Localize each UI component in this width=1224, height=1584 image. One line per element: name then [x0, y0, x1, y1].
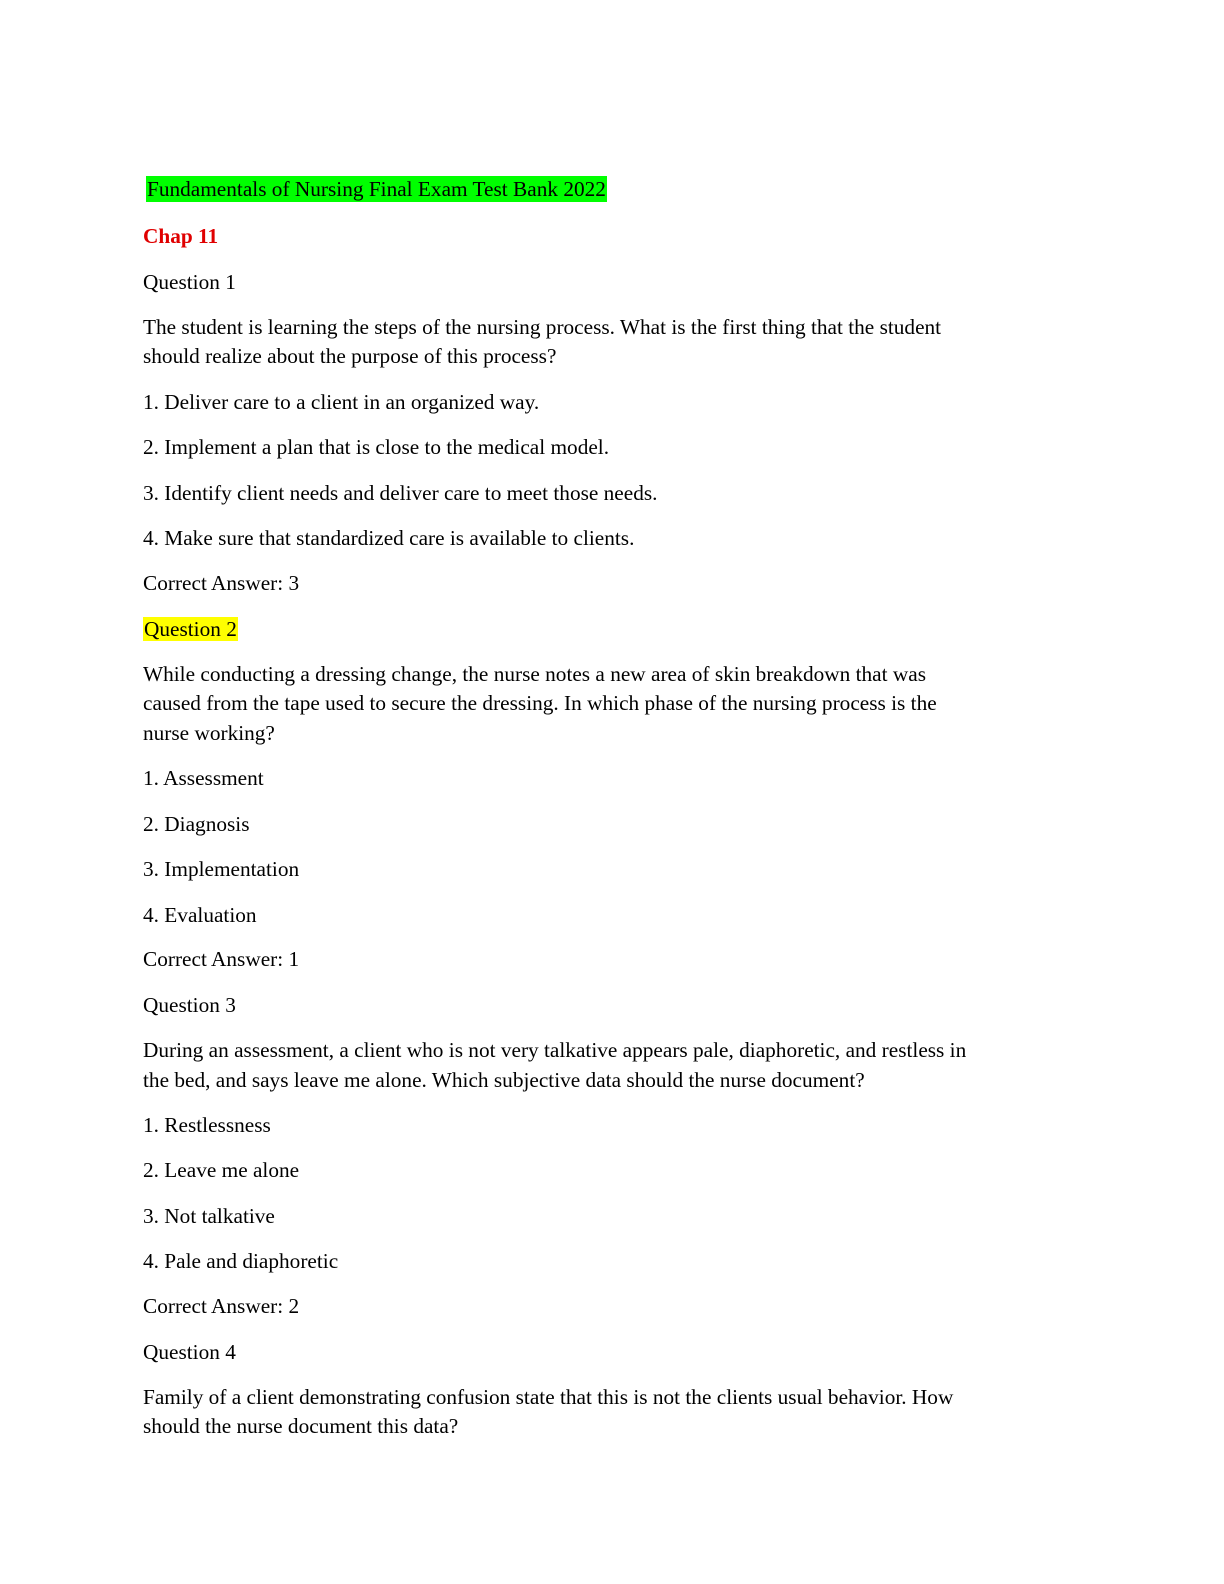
question-4-text-line-1: Family of a client demonstrating confusion state that this is not the clients usual behavior. How: [143, 1385, 954, 1409]
question-2-text-line-2: caused from the tape used to secure the dressing. In which phase of the nursing process is the: [143, 691, 937, 715]
question-3-option-2: 2. Leave me alone: [143, 1158, 300, 1182]
question-1-option-2: 2. Implement a plan that is close to the medical model.: [143, 435, 610, 459]
question-1-option-1: 1. Deliver care to a client in an organized way.: [143, 390, 540, 414]
chapter-heading: Chap 11: [143, 224, 219, 248]
question-2-answer: Correct Answer: 1: [143, 947, 300, 971]
question-2-option-3: 3. Implementation: [143, 857, 300, 881]
question-3-label: Question 3: [143, 993, 236, 1017]
question-3-option-3: 3. Not talkative: [143, 1204, 275, 1228]
question-4-text-line-2: should the nurse document this data?: [143, 1414, 459, 1438]
question-2-text-line-1: While conducting a dressing change, the nurse notes a new area of skin breakdown that was: [143, 662, 926, 686]
question-2-option-1: 1. Assessment: [143, 766, 264, 790]
question-2-label: Question 2: [144, 617, 237, 641]
question-3-option-1: 1. Restlessness: [143, 1113, 271, 1137]
question-4-label: Question 4: [143, 1340, 236, 1364]
question-1-answer: Correct Answer: 3: [143, 571, 300, 595]
question-1-option-4: 4. Make sure that standardized care is available to clients.: [143, 526, 635, 550]
document-title: Fundamentals of Nursing Final Exam Test Bank 2022: [147, 177, 606, 201]
question-2-option-2: 2. Diagnosis: [143, 812, 250, 836]
question-3-text-line-2: the bed, and says leave me alone. Which subjective data should the nurse document?: [143, 1068, 865, 1092]
question-1-option-3: 3. Identify client needs and deliver care to meet those needs.: [143, 481, 658, 505]
question-2-label-row: [143, 614, 238, 644]
question-2-option-4: 4. Evaluation: [143, 903, 257, 927]
question-3-answer: Correct Answer: 2: [143, 1294, 300, 1318]
question-3-option-4: 4. Pale and diaphoretic: [143, 1249, 339, 1273]
question-3-text-line-1: During an assessment, a client who is not very talkative appears pale, diaphoretic, and restless in: [143, 1038, 967, 1062]
question-1-text-line-2: should realize about the purpose of this process?: [143, 344, 557, 368]
question-1-label: Question 1: [143, 270, 236, 294]
question-1-text-line-1: The student is learning the steps of the nursing process. What is the first thing that the student: [143, 315, 942, 339]
question-2-text-line-3: nurse working?: [143, 721, 275, 745]
